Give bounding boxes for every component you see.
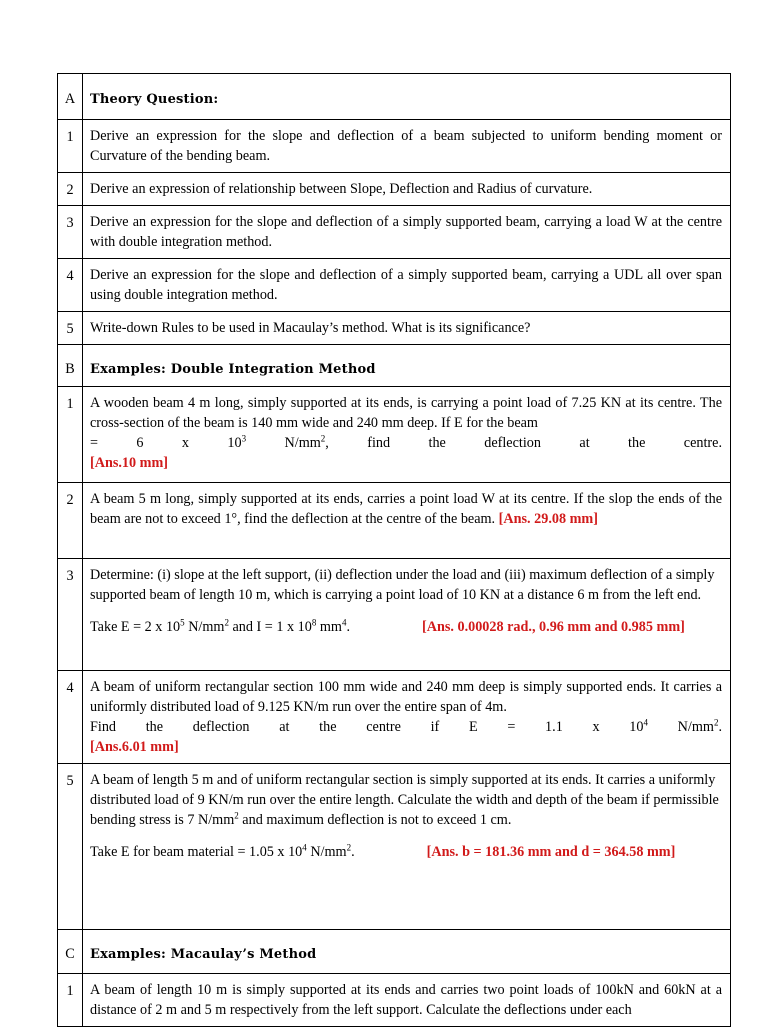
item-number: 5 — [58, 312, 83, 345]
section-label: C — [58, 930, 83, 974]
table-row — [58, 974, 731, 1027]
question-text: A wooden beam 4 m long, simply supported at its ends, is carrying a point load of 7.25 KN at its centre. The cross-section of the beam is 140 mm wide and 240 mm deep. If E for the beam — [90, 395, 722, 431]
table-row — [58, 764, 731, 930]
item-number: 3 — [58, 559, 83, 671]
table-row — [58, 259, 731, 312]
question-text: Derive an expression for the slope and deflection of a beam subjected to uniform bending moment or Curvature of the bending beam. — [83, 120, 731, 173]
section-label: A — [58, 74, 83, 120]
given-values-line: Take E for beam material = 1.05 x $10^4$ $N/mm^2$. [Ans. b = 181.36 mm and d = 364.58 mm] — [90, 842, 676, 860]
item-number: 4 — [58, 671, 83, 764]
question-text: Write-down Rules to be used in Macaulay’s method. What is its significance? — [83, 312, 731, 345]
section-label: B — [58, 345, 83, 387]
section-b-header-row — [58, 345, 731, 387]
question-text: Determine: (i) slope at the left support, (ii) deflection under the load and (iii) maximum deflection of a simply supported beam of length 10 m, which is carrying a point load of 10 KN at a distance 6 m from the left end. — [90, 567, 715, 603]
section-a-header-row — [58, 74, 731, 120]
item-number: 3 — [58, 206, 83, 259]
answer-text: [Ans. 0.00028 rad., 0.96 mm and 0.985 mm] — [422, 619, 685, 635]
answer-text: [Ans.10 mm] — [90, 455, 169, 471]
item-number: 4 — [58, 259, 83, 312]
equation-line: = 6 x $10^3$ $N/mm^2$, find the deflection at the centre. — [90, 433, 722, 451]
table-row — [58, 483, 731, 559]
table-row — [58, 671, 731, 764]
question-text: A beam of length 10 m is simply supported at its ends and carries two point loads of 100kN and 60kN at a distance of 2 m and 5 m respectively from the left support. Calculate the deflections under each — [83, 974, 731, 1027]
question-text: Derive an expression for the slope and deflection of a simply supported beam, carrying a load W at the centre with double integration method. — [83, 206, 731, 259]
item-number: 5 — [58, 764, 83, 930]
answer-text: [Ans. 29.08 mm] — [498, 511, 598, 527]
table-row — [58, 312, 731, 345]
question-table — [57, 73, 731, 1027]
table-row — [58, 120, 731, 173]
section-c-header-row — [58, 930, 731, 974]
question-text: A beam of length 5 m and of uniform rectangular section is simply supported at its ends. It carries a uniformly distributed load of 9 KN/m run over the entire length. Calculate the width and depth of the beam if permissible bending stress is 7 $N/mm^2$ and maximum deflection is not to exceed 1 cm. — [90, 772, 719, 828]
item-number: 1 — [58, 387, 83, 483]
section-title: Theory Question: — [90, 92, 219, 107]
item-number: 2 — [58, 173, 83, 206]
table-row — [58, 559, 731, 671]
answer-text: [Ans.6.01 mm] — [90, 739, 179, 755]
table-row — [58, 173, 731, 206]
given-values-line: Take E = 2 x $10^5$ $N/mm^2$ and I = 1 x $10^8$ $mm^4$. [Ans. 0.00028 rad., 0.96 mm and 0.985 mm] — [90, 617, 685, 635]
question-text: A beam 5 m long, simply supported at its ends, carries a point load W at its centre. If the slop the ends of the beam are not to exceed 1°, find the deflection at the centre of the beam. — [90, 491, 722, 527]
answer-text: [Ans. b = 181.36 mm and d = 364.58 mm] — [426, 844, 676, 860]
section-title: Examples: Macaulay’s Method — [90, 947, 317, 962]
item-number: 1 — [58, 974, 83, 1027]
item-number: 2 — [58, 483, 83, 559]
item-number: 1 — [58, 120, 83, 173]
section-title: Examples: Double Integration Method — [90, 362, 376, 377]
question-text: Derive an expression of relationship between Slope, Deflection and Radius of curvature. — [83, 173, 731, 206]
question-text: Derive an expression for the slope and deflection of a simply supported beam, carrying a UDL all over span using double integration method. — [83, 259, 731, 312]
equation-line: Find the deflection at the centre if E = 1.1 x $10^4$ $N/mm^2$. — [90, 717, 722, 735]
table-row — [58, 387, 731, 483]
question-text: A beam of uniform rectangular section 100 mm wide and 240 mm deep is simply supported ends. It carries a uniformly distributed load of 9.125 KN/m run over the entire span of 4m. — [90, 679, 722, 715]
table-row — [58, 206, 731, 259]
